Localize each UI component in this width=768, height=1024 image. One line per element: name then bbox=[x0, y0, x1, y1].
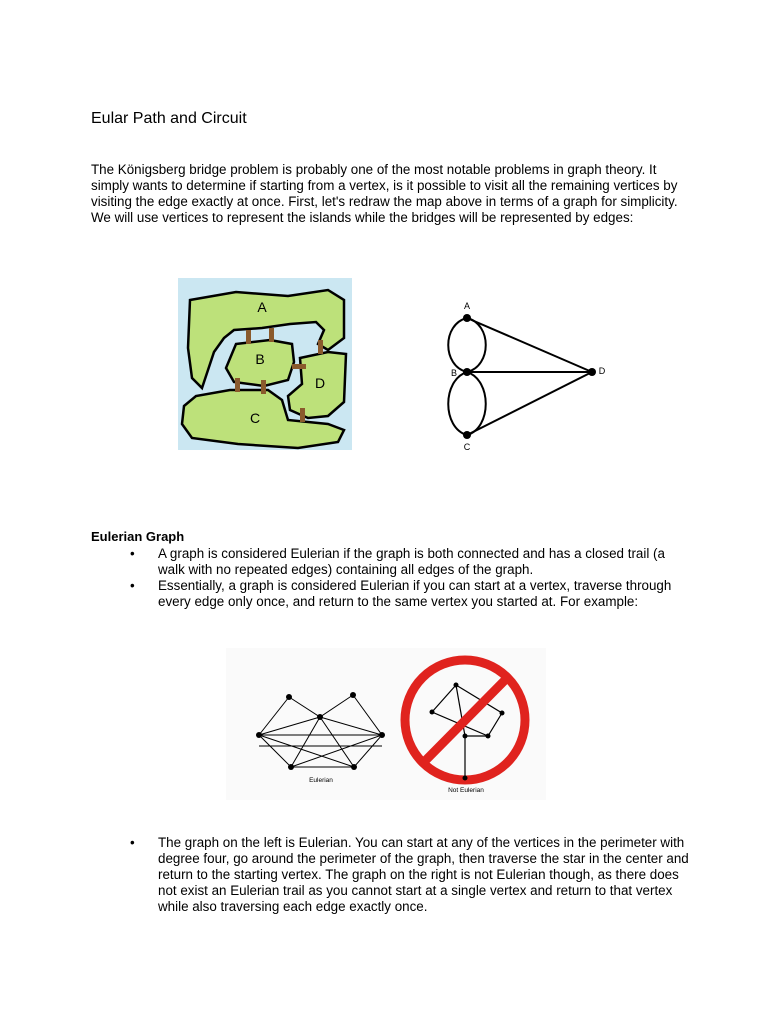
konigsberg-graph bbox=[440, 296, 620, 460]
eulerian-caption: Eulerian bbox=[309, 777, 333, 784]
bullet-list bbox=[130, 546, 690, 610]
konigsberg-map bbox=[178, 278, 352, 450]
list-item: • A graph is considered Eulerian if the graph is both connected and has a closed trail (a walk with no repeated edges) containing all edges of the graph. bbox=[130, 546, 690, 578]
graph-label-b: B bbox=[450, 368, 458, 378]
bullet-list-2 bbox=[130, 835, 690, 915]
map-label-a: A bbox=[257, 299, 267, 315]
map-label-c: C bbox=[249, 410, 261, 426]
section-heading: Eulerian Graph bbox=[91, 529, 185, 544]
map-label-d: D bbox=[314, 375, 326, 391]
graph-label-d: D bbox=[598, 366, 606, 376]
eulerian-examples bbox=[226, 648, 546, 800]
page-title: Eular Path and Circuit bbox=[91, 110, 247, 127]
intro-paragraph: The Königsberg bridge problem is probably one of the most notable problems in graph theory. It simply wants to determine if starting from a vertex, is it possible to visit all the remaining vertices by visiting the edge exactly at once. First, let's redraw the map above in terms of a graph for simplicity. We will use vertices to represent the islands while the bridges will be represented by edges: bbox=[91, 162, 678, 225]
list-item: • The graph on the left is Eulerian. You can start at any of the vertices in the perimeter with degree four, go around the perimeter of the graph, then traverse the star in the center and return to the starting vertex. The graph on the right is not Eulerian though, as there does not exist an Eulerian trail as you cannot start at a single vertex and return to that vertex while also traversing each edge exactly once. bbox=[130, 835, 690, 915]
graph-label-a: A bbox=[463, 301, 471, 311]
not-eulerian-caption: Not Eulerian bbox=[448, 787, 484, 794]
list-item: • Essentially, a graph is considered Eulerian if you can start at a vertex, traverse through every edge only once, and return to the same vertex you started at. For example: bbox=[130, 578, 690, 610]
graph-label-c: C bbox=[463, 442, 471, 452]
map-label-b: B bbox=[255, 351, 265, 367]
